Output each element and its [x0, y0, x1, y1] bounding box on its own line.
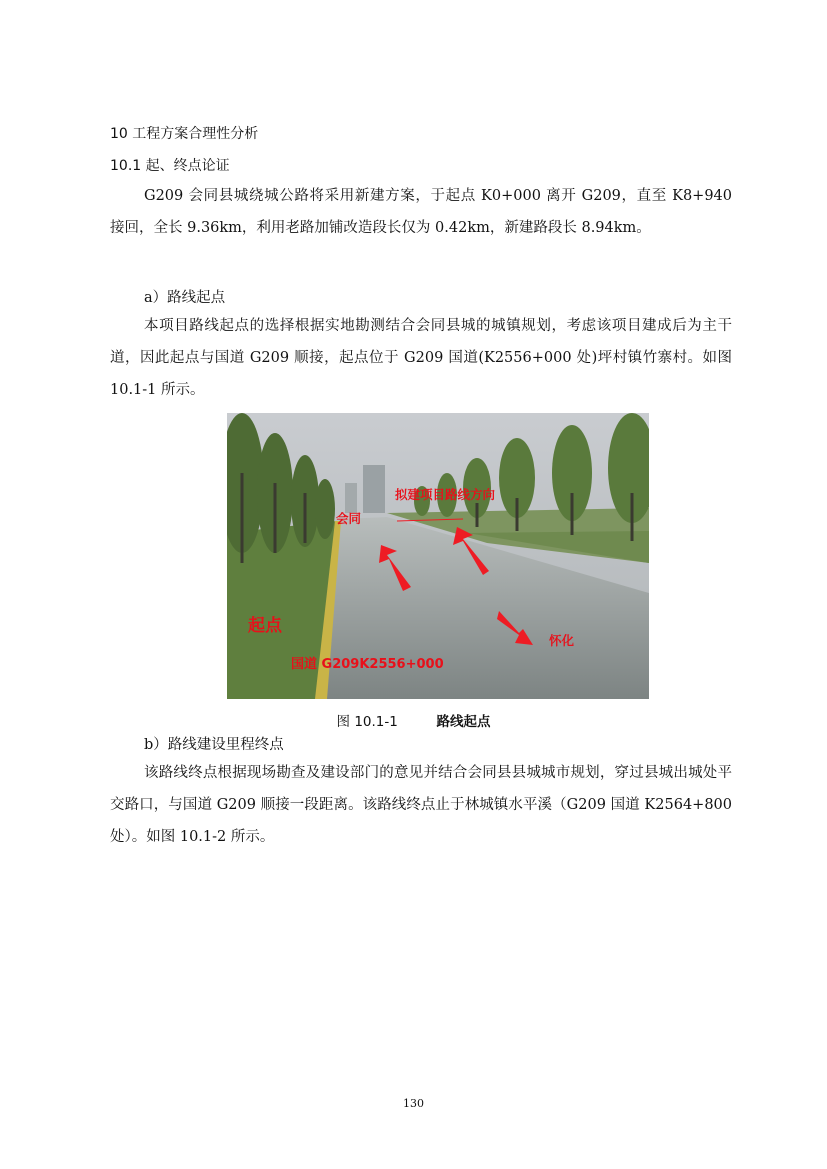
- label-huaihua: 怀化: [549, 633, 575, 648]
- page-number: 130: [403, 1097, 424, 1110]
- figure-caption: [0, 710, 827, 730]
- subsection-heading: 10.1 起、终点论证: [110, 158, 230, 174]
- label-start-point: 起点: [248, 616, 282, 636]
- item-b-heading: b）路线建设里程终点: [144, 737, 284, 753]
- paragraph-end-point: 该路线终点根据现场勘查及建设部门的意见并结合会同县县城城市规划，穿过县城出城处平交路口，与国道 G209 顺接一段距离。该路线终点止于林城镇水平溪（G209 国道 K2564+800 处）。如图 10.1-2 所示。: [110, 765, 732, 845]
- label-huitong: 会同: [336, 511, 362, 526]
- item-a-heading: a）路线起点: [144, 290, 226, 306]
- figure-number: 图 10.1-1: [336, 714, 398, 730]
- figure-title: 路线起点: [436, 714, 491, 730]
- label-stake-number: 国道 G209K2556+000: [291, 657, 444, 672]
- road-start-photo: [227, 413, 649, 699]
- section-heading: 10 工程方案合理性分析: [110, 126, 259, 142]
- paragraph-start-point: 本项目路线起点的选择根据实地勘测结合会同县城的城镇规划，考虑该项目建成后为主干道，因此起点与国道 G209 顺接，起点位于 G209 国道(K2556+000 处)坪村镇竹寨村。如图 10.1-1 所示。: [110, 318, 732, 398]
- label-project-direction: 拟建项目路线方向: [395, 487, 496, 502]
- paragraph-intro: G209 会同县城绕城公路将采用新建方案，于起点 K0+000 离开 G209，直至 K8+940 接回，全长 9.36km，利用老路加铺改造段长仅为 0.42km，新建路段长 8.94km。: [110, 188, 732, 236]
